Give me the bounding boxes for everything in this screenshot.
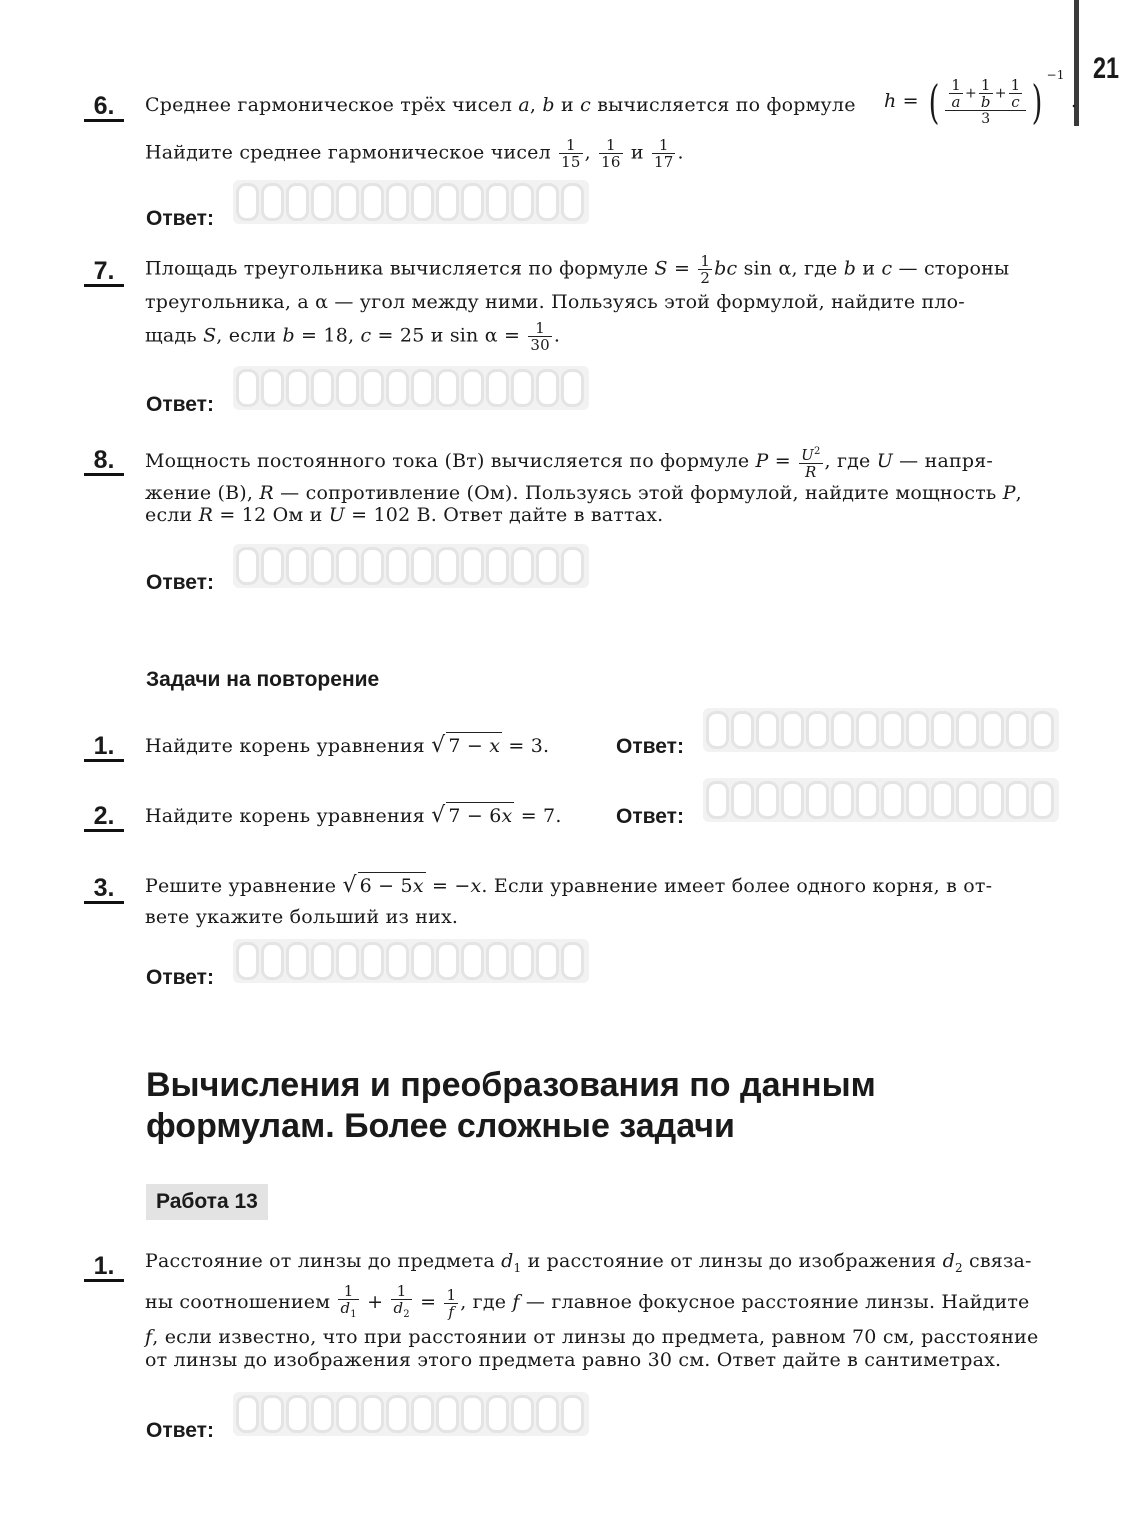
answer-cell[interactable] — [336, 183, 359, 221]
problem-8-line2: жение (В), R — сопротивление (Ом). Пользуясь этой формулой, найдите мощность P, — [145, 482, 1022, 504]
section-title-line2: формулам. Более сложные задачи — [146, 1107, 735, 1145]
answer-label: Ответ: — [146, 571, 214, 594]
problem-6-line2: Найдите среднее гармоническое чисел $\frac{1}{15}$ , $\frac{1}{16}$ и $\frac{1}{17}$ . — [145, 136, 684, 171]
answer-cell[interactable] — [706, 781, 729, 819]
answer-cell[interactable] — [831, 781, 854, 819]
answer-cell[interactable] — [561, 942, 584, 980]
answer-cell[interactable] — [436, 547, 459, 585]
answer-cells — [236, 942, 586, 980]
answer-cell[interactable] — [486, 183, 509, 221]
answer-cell[interactable] — [536, 369, 559, 407]
answer-cell[interactable] — [386, 547, 409, 585]
answer-cells — [706, 711, 1056, 749]
answer-cell[interactable] — [731, 711, 754, 749]
answer-cell[interactable] — [436, 183, 459, 221]
answer-grid-r2[interactable] — [703, 778, 1059, 822]
lens-line4: от линзы до изображения этого предмета равно 30 см. Ответ дайте в сантиметрах. — [145, 1349, 1002, 1371]
harmonic-formula: h = ( $\frac{1}{a}$ + $\frac{1}{b}$ + $\frac{1}{c}$ 3 ) $^{-1}$ . — [884, 68, 1078, 129]
answer-cell[interactable] — [931, 711, 954, 749]
answer-cell[interactable] — [1006, 781, 1029, 819]
answer-cell[interactable] — [386, 1395, 409, 1433]
review-title: Задачи на повторение — [146, 668, 380, 691]
answer-cell[interactable] — [461, 1395, 484, 1433]
answer-cell[interactable] — [511, 547, 534, 585]
answer-label: Ответ: — [146, 393, 214, 416]
review-2-text: Найдите корень уравнения √ 7 − 6x = 7. — [145, 803, 562, 828]
answer-cell[interactable] — [981, 711, 1004, 749]
answer-cell[interactable] — [386, 369, 409, 407]
answer-cell[interactable] — [311, 1395, 334, 1433]
answer-label: Ответ: — [146, 966, 214, 989]
problem-number: 7. — [84, 258, 124, 287]
answer-cell[interactable] — [536, 1395, 559, 1433]
answer-cell[interactable] — [561, 183, 584, 221]
answer-cell[interactable] — [956, 781, 979, 819]
answer-grid-r3[interactable] — [233, 939, 589, 983]
answer-cell[interactable] — [731, 781, 754, 819]
answer-cell[interactable] — [336, 1395, 359, 1433]
answer-cell[interactable] — [286, 942, 309, 980]
lens-line3: f, если известно, что при расстоянии от линзы до предмета, равном 70 см, расстояние — [145, 1326, 1039, 1348]
answer-cell[interactable] — [386, 942, 409, 980]
answer-cell[interactable] — [386, 183, 409, 221]
answer-cell[interactable] — [461, 183, 484, 221]
answer-cell[interactable] — [311, 547, 334, 585]
problem-8-line1: Мощность постоянного тока (Вт) вычисляется по формуле P = $\frac{U^2}{R}$ , где U — напря- — [145, 446, 994, 481]
answer-cell[interactable] — [486, 1395, 509, 1433]
answer-cell[interactable] — [881, 711, 904, 749]
answer-cell[interactable] — [1031, 781, 1054, 819]
answer-cell[interactable] — [981, 781, 1004, 819]
answer-cell[interactable] — [536, 547, 559, 585]
answer-cell[interactable] — [511, 1395, 534, 1433]
answer-cell[interactable] — [236, 369, 259, 407]
answer-grid-13-1[interactable] — [233, 1392, 589, 1436]
answer-cell[interactable] — [561, 547, 584, 585]
answer-cells — [236, 1395, 586, 1433]
answer-cell[interactable] — [536, 183, 559, 221]
answer-cell[interactable] — [486, 547, 509, 585]
answer-label: Ответ: — [616, 735, 684, 758]
answer-cell[interactable] — [906, 711, 929, 749]
answer-cell[interactable] — [436, 942, 459, 980]
answer-cell[interactable] — [436, 1395, 459, 1433]
answer-cell[interactable] — [261, 942, 284, 980]
answer-cell[interactable] — [561, 369, 584, 407]
answer-cell[interactable] — [486, 942, 509, 980]
answer-cell[interactable] — [336, 369, 359, 407]
answer-cells — [236, 183, 586, 221]
work-badge: Работа 13 — [146, 1184, 268, 1220]
answer-cell[interactable] — [411, 1395, 434, 1433]
answer-cell[interactable] — [361, 369, 384, 407]
answer-cell[interactable] — [931, 781, 954, 819]
answer-cell[interactable] — [261, 1395, 284, 1433]
answer-cell[interactable] — [1006, 711, 1029, 749]
problem-number: 1. — [84, 733, 124, 762]
answer-cell[interactable] — [781, 781, 804, 819]
answer-cell[interactable] — [856, 711, 879, 749]
answer-cell[interactable] — [286, 369, 309, 407]
answer-cell[interactable] — [361, 183, 384, 221]
answer-cell[interactable] — [411, 369, 434, 407]
answer-cell[interactable] — [261, 547, 284, 585]
problem-7-line2: треугольника, а α — угол между ними. Пользуясь этой формулой, найдите пло- — [145, 291, 965, 313]
lens-line2: ны соотношением $\frac{1}{d_1}$ + $\frac{1}{d_2}$ = $\frac{1}{f}$ , где f — главное фокусное расстояние линзы. Найдите — [145, 1282, 1030, 1321]
answer-cell[interactable] — [311, 183, 334, 221]
answer-cell[interactable] — [536, 942, 559, 980]
answer-label: Ответ: — [616, 805, 684, 828]
answer-cell[interactable] — [1031, 711, 1054, 749]
answer-cell[interactable] — [311, 369, 334, 407]
answer-cell[interactable] — [706, 711, 729, 749]
answer-cell[interactable] — [756, 711, 779, 749]
answer-cell[interactable] — [336, 547, 359, 585]
answer-cell[interactable] — [361, 942, 384, 980]
answer-cell[interactable] — [511, 942, 534, 980]
problem-7-line1: Площадь треугольника вычисляется по формуле S = $\frac{1}{2}$ bc sin α, где b и c — стороны — [145, 252, 1010, 287]
page-number: 21 — [1093, 52, 1120, 85]
answer-cell[interactable] — [236, 942, 259, 980]
review-3-line2: вете укажите больший из них. — [145, 906, 459, 928]
answer-cell[interactable] — [906, 781, 929, 819]
answer-cells — [236, 547, 586, 585]
answer-cell[interactable] — [461, 547, 484, 585]
section-title-line1: Вычисления и преобразования по данным — [146, 1066, 876, 1104]
review-1-text: Найдите корень уравнения √ 7 − x = 3. — [145, 733, 550, 758]
answer-cell[interactable] — [361, 1395, 384, 1433]
review-3-line1: Решите уравнение √ 6 − 5x = −x. Если уравнение имеет более одного корня, в от- — [145, 873, 993, 898]
answer-cell[interactable] — [286, 183, 309, 221]
answer-label: Ответ: — [146, 1419, 214, 1442]
answer-cell[interactable] — [436, 369, 459, 407]
answer-cell[interactable] — [286, 1395, 309, 1433]
answer-cell[interactable] — [806, 781, 829, 819]
answer-cell[interactable] — [411, 547, 434, 585]
problem-8-line3: если R = 12 Ом и U = 102 В. Ответ дайте в ваттах. — [145, 504, 664, 526]
answer-cell[interactable] — [461, 942, 484, 980]
answer-cell[interactable] — [236, 183, 259, 221]
answer-cell[interactable] — [261, 369, 284, 407]
problem-number: 3. — [84, 875, 124, 904]
answer-cell[interactable] — [411, 942, 434, 980]
answer-grid-7[interactable] — [233, 366, 589, 410]
answer-cell[interactable] — [881, 781, 904, 819]
answer-cell[interactable] — [831, 711, 854, 749]
answer-cell[interactable] — [236, 547, 259, 585]
lens-line1: Расстояние от линзы до предмета $d_1$ и расстояние от линзы до изображения $d_2$ связа- — [145, 1250, 1032, 1275]
answer-cell[interactable] — [461, 369, 484, 407]
answer-cell[interactable] — [336, 942, 359, 980]
answer-cell[interactable] — [486, 369, 509, 407]
problem-number: 8. — [84, 447, 124, 476]
problem-7-line3: щадь S, если b = 18, c = 25 и sin α = $\frac{1}{30}$ . — [145, 319, 561, 354]
answer-cell[interactable] — [511, 183, 534, 221]
answer-cell[interactable] — [286, 547, 309, 585]
answer-cell[interactable] — [956, 711, 979, 749]
answer-cell[interactable] — [311, 942, 334, 980]
answer-label: Ответ: — [146, 207, 214, 230]
answer-cell[interactable] — [781, 711, 804, 749]
answer-cell[interactable] — [561, 1395, 584, 1433]
answer-cell[interactable] — [236, 1395, 259, 1433]
answer-cell[interactable] — [361, 547, 384, 585]
answer-cell[interactable] — [511, 369, 534, 407]
problem-6-text: Среднее гармоническое трёх чисел a, b и c вычисляется по формуле — [145, 94, 856, 116]
answer-cell[interactable] — [806, 711, 829, 749]
answer-grid-8[interactable] — [233, 544, 589, 588]
answer-grid-r1[interactable] — [703, 708, 1059, 752]
answer-grid-6[interactable] — [233, 180, 589, 224]
answer-cell[interactable] — [411, 183, 434, 221]
problem-number: 2. — [84, 803, 124, 832]
answer-cells — [706, 781, 1056, 819]
answer-cells — [236, 369, 586, 407]
answer-cell[interactable] — [261, 183, 284, 221]
problem-number: 1. — [84, 1253, 124, 1282]
answer-cell[interactable] — [856, 781, 879, 819]
problem-number: 6. — [84, 93, 124, 122]
answer-cell[interactable] — [756, 781, 779, 819]
